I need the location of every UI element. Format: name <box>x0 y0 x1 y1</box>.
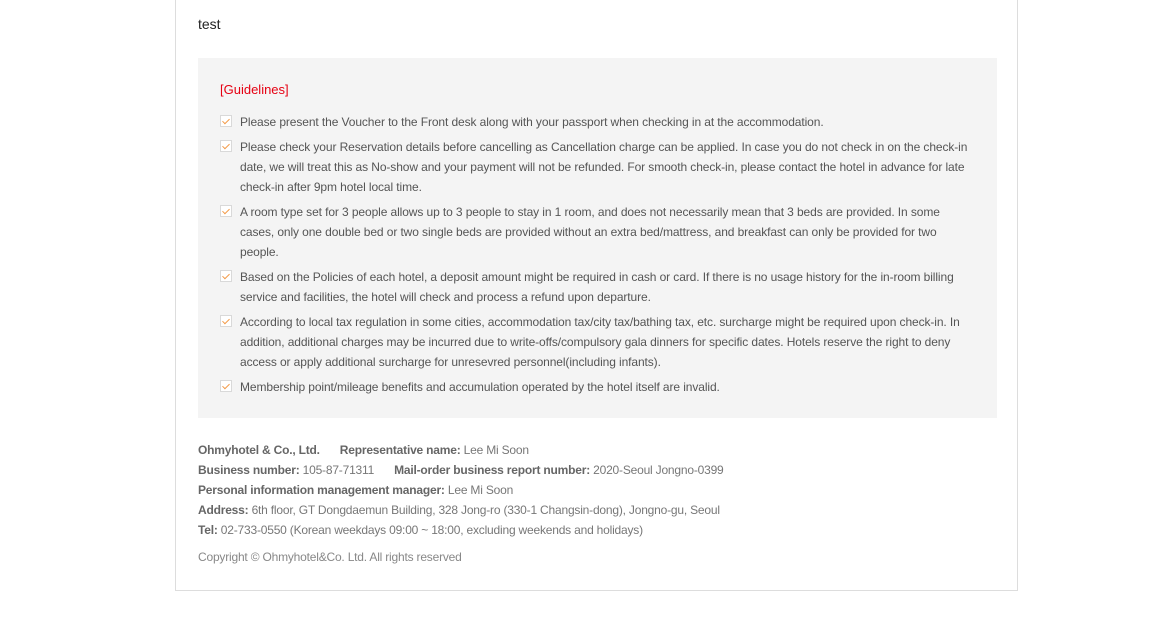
guideline-item <box>220 377 975 397</box>
test-text: test <box>198 16 221 32</box>
guideline-item <box>220 202 975 262</box>
footer-line-1 <box>198 440 724 460</box>
tel-label: Tel: <box>198 523 218 537</box>
check-icon <box>220 270 232 282</box>
guidelines-box <box>198 58 997 418</box>
check-icon <box>220 140 232 152</box>
copyright: Copyright © Ohmyhotel&Co. Ltd. All rights reserved <box>198 550 462 564</box>
mail-value: 2020-Seoul Jongno-0399 <box>593 463 724 477</box>
voucher-card <box>175 0 1018 591</box>
company-info <box>198 440 724 540</box>
rep-value: Lee Mi Soon <box>463 443 529 457</box>
guideline-text: Based on the Policies of each hotel, a deposit amount might be required in cash or card. If there is no usage history for the in-room billing service and facilities, the hotel will check and process a refund upon departure. <box>240 270 954 304</box>
check-icon <box>220 115 232 127</box>
mail-label: Mail-order business report number: <box>394 463 590 477</box>
biz-value: 105-87-71311 <box>302 463 375 477</box>
privacy-value: Lee Mi Soon <box>447 483 514 497</box>
guideline-text: Please check your Reservation details before cancelling as Cancellation charge can be applied. In case you do not check in on the check-in date, we will treat this as No-show and your payment will not be refunded. For smooth check-in, please contact the hotel in advance for late check-in after 9pm hotel local time. <box>240 140 968 194</box>
rep-label: Representative name: <box>339 443 461 457</box>
footer-line-2 <box>198 460 724 480</box>
footer-line-4 <box>198 500 724 520</box>
check-icon <box>220 205 232 217</box>
guideline-item <box>220 112 975 132</box>
tel-value: 02-733-0550 (Korean weekdays 09:00 ~ 18:00, excluding weekends and holidays) <box>220 523 643 537</box>
address-label: Address: <box>198 503 249 517</box>
guideline-item <box>220 267 975 307</box>
guideline-text: According to local tax regulation in some cities, accommodation tax/city tax/bathing tax, etc. surcharge might be required upon check-in. In addition, additional charges may be incurred due to write-offs/compulsory gala dinners for specific dates. Hotels reserve the right to deny access or apply additional surcharge for unresevred personnel(including infants). <box>240 315 960 369</box>
guidelines-title: [Guidelines] <box>220 82 289 97</box>
check-icon <box>220 380 232 392</box>
guideline-text: A room type set for 3 people allows up to 3 people to stay in 1 room, and does not necessarily mean that 3 beds are provided. In some cases, only one double bed or two single beds are provided without an extra bed/mattress, and breakfast can only be provided for two people. <box>240 205 940 259</box>
guideline-text: Membership point/mileage benefits and accumulation operated by the hotel itself are invalid. <box>240 380 720 394</box>
guideline-item <box>220 312 975 372</box>
check-icon <box>220 315 232 327</box>
address-value: 6th floor, GT Dongdaemun Building, 328 Jong-ro (330-1 Changsin-dong), Jongno-gu, Seoul <box>251 503 720 517</box>
guideline-item <box>220 137 975 197</box>
biz-label: Business number: <box>198 463 300 477</box>
privacy-label: Personal information management manager: <box>198 483 445 497</box>
footer-line-3 <box>198 480 724 500</box>
footer-line-5 <box>198 520 724 540</box>
guideline-text: Please present the Voucher to the Front desk along with your passport when checking in at the accommodation. <box>240 115 824 129</box>
company-name: Ohmyhotel & Co., Ltd. <box>198 443 320 457</box>
guidelines-list <box>220 112 975 397</box>
